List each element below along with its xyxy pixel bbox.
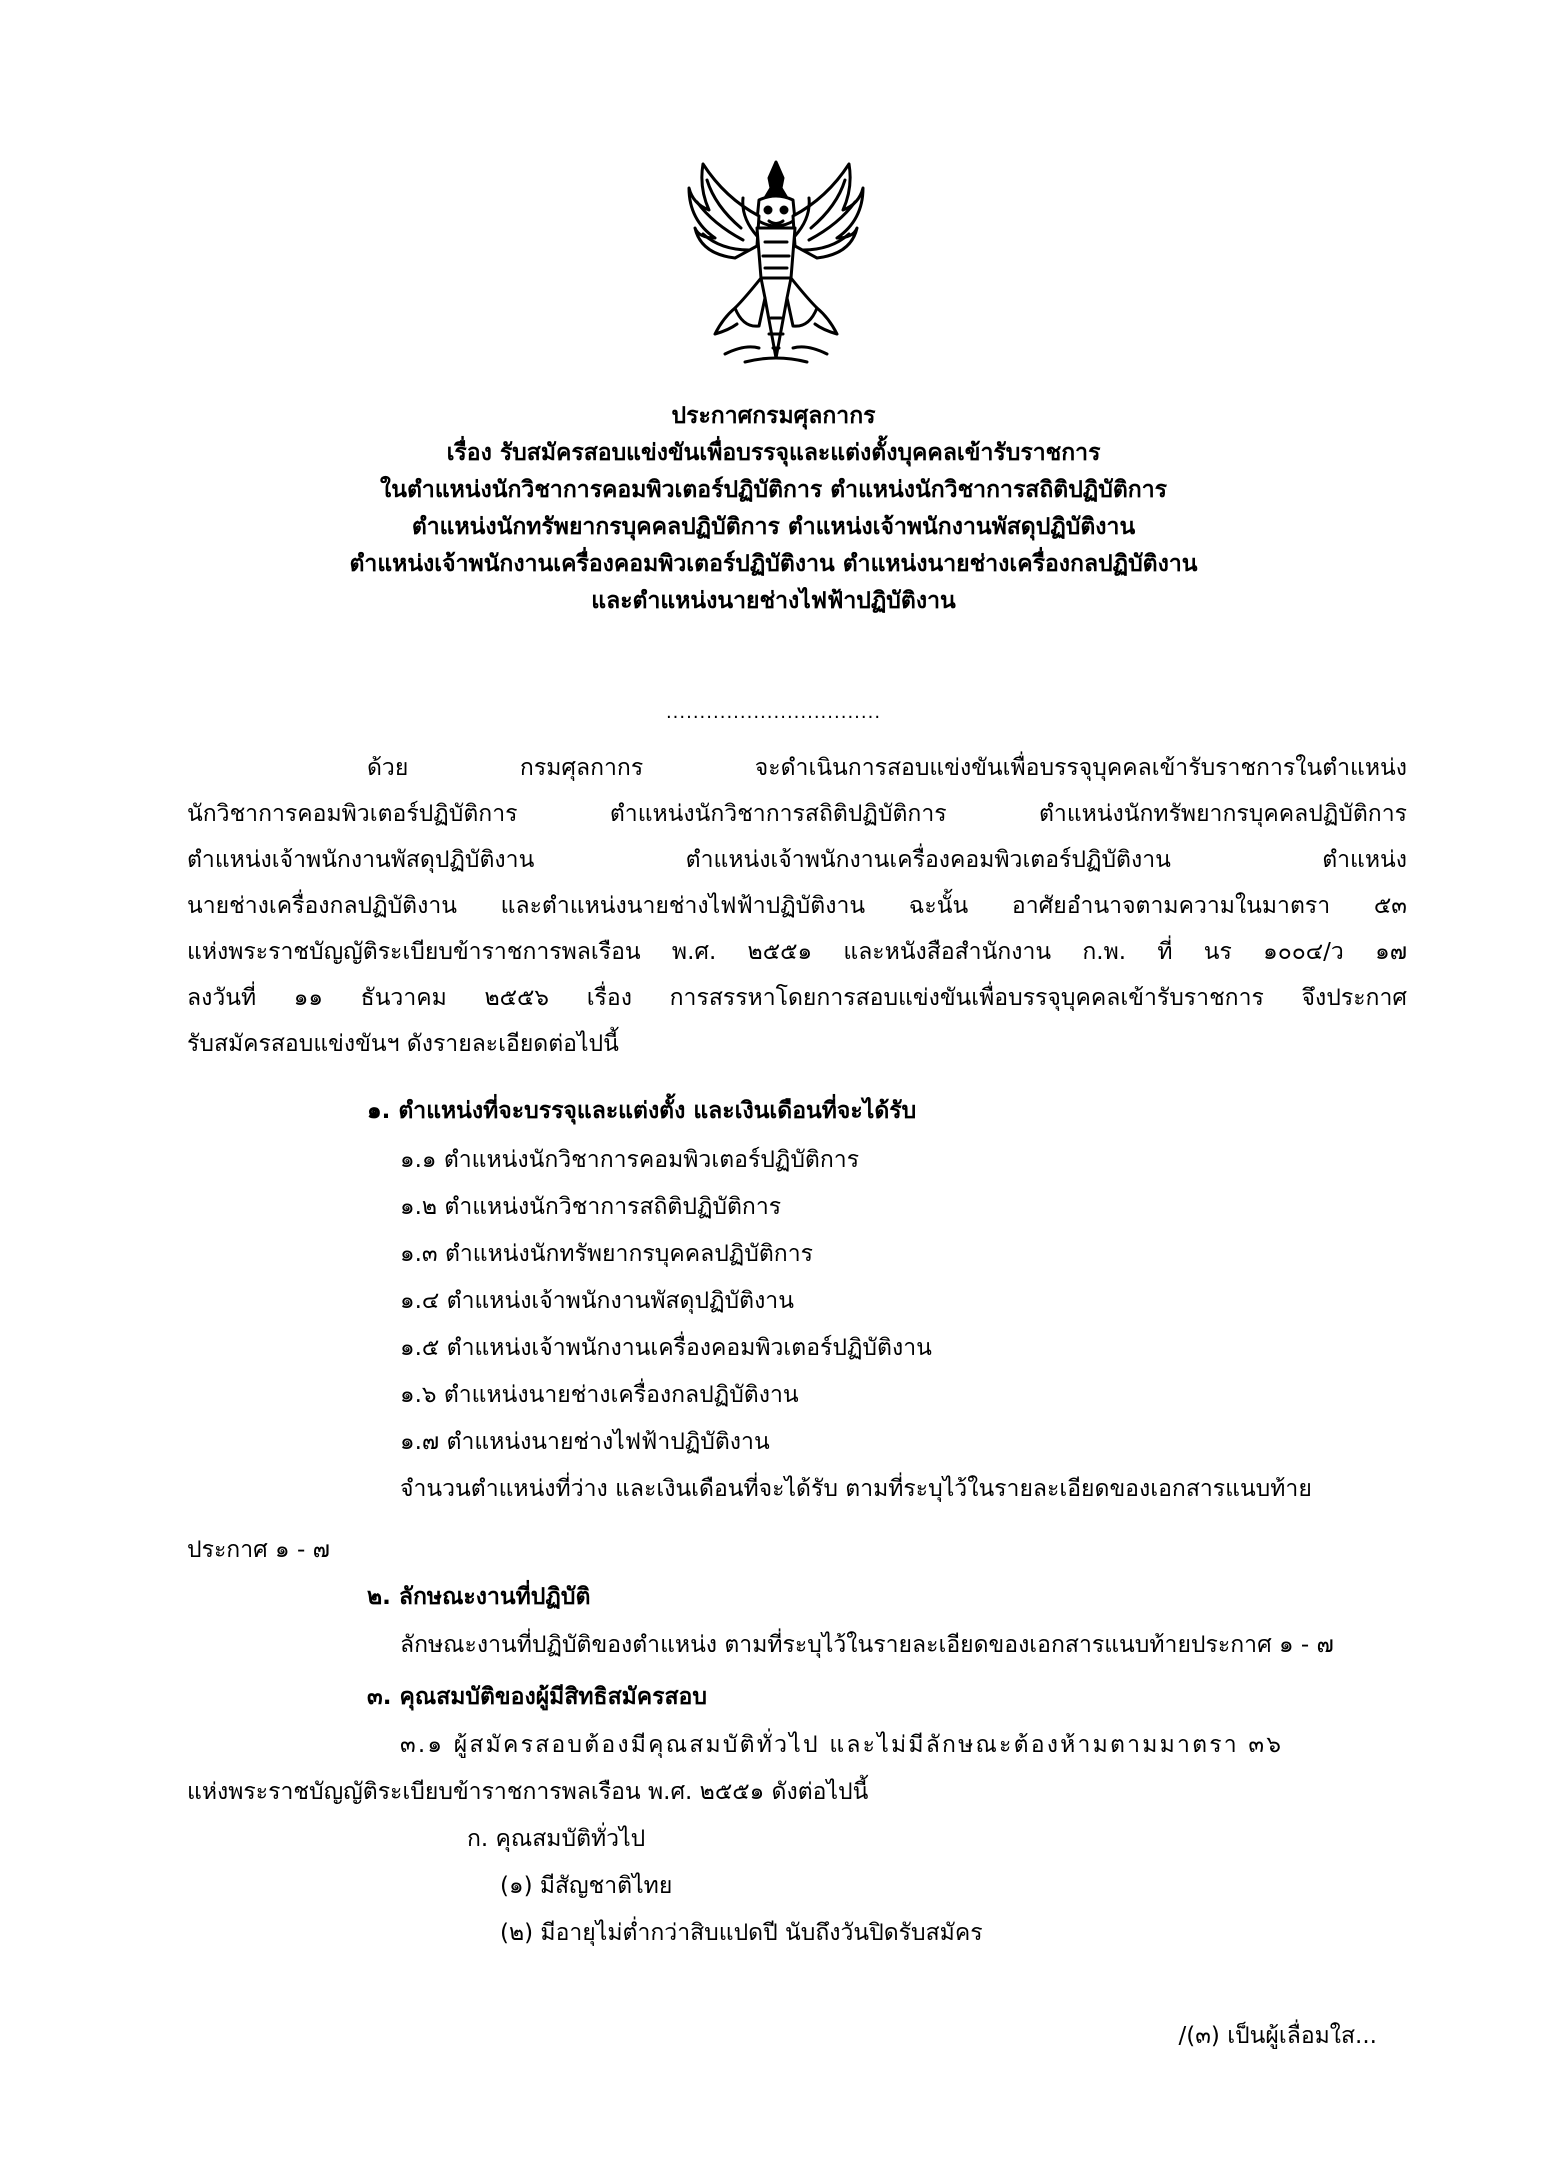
- title-separator: ................................: [665, 702, 882, 723]
- section-2-text: ลักษณะงานที่ปฏิบัติของตำแหน่ง ตามที่ระบุไว้ในรายละเอียดของเอกสารแนบท้ายประกาศ ๑ - ๗: [400, 1632, 1334, 1658]
- section-1-note: จำนวนตำแหน่งที่ว่าง และเงินเดือนที่จะได้รับ ตามที่ระบุไว้ในรายละเอียดของเอกสารแนบท้าย: [400, 1476, 1312, 1502]
- intro-line: ตำแหน่งเจ้าพนักงานพัสดุปฏิบัติงาน ตำแหน่งเจ้าพนักงานเครื่องคอมพิวเตอร์ปฏิบัติงาน ตำแหน่ง: [187, 847, 1407, 873]
- title-line: ในตำแหน่งนักวิชาการคอมพิวเตอร์ปฏิบัติการ ตำแหน่งนักวิชาการสถิติปฏิบัติการ: [380, 477, 1167, 503]
- title-line: ประกาศกรมศุลกากร: [671, 403, 876, 429]
- position-item: ๑.๑ ตำแหน่งนักวิชาการคอมพิวเตอร์ปฏิบัติการ: [400, 1147, 860, 1173]
- title-line: ตำแหน่งเจ้าพนักงานเครื่องคอมพิวเตอร์ปฏิบัติงาน ตำแหน่งนายช่างเครื่องกลปฏิบัติงาน: [349, 551, 1198, 577]
- position-item: ๑.๗ ตำแหน่งนายช่างไฟฟ้าปฏิบัติงาน: [400, 1429, 770, 1455]
- position-item: ๑.๔ ตำแหน่งเจ้าพนักงานพัสดุปฏิบัติงาน: [400, 1288, 794, 1314]
- general-qualifications-heading: ก. คุณสมบัติทั่วไป: [467, 1826, 646, 1852]
- intro-line: นักวิชาการคอมพิวเตอร์ปฏิบัติการ ตำแหน่งนักวิชาการสถิติปฏิบัติการ ตำแหน่งนักทรัพยากรบุคคลปฏิบัติการ: [187, 801, 1407, 827]
- intro-line: รับสมัครสอบแข่งขันฯ ดังรายละเอียดต่อไปนี้: [187, 1031, 619, 1057]
- title-line: และตำแหน่งนายช่างไฟฟ้าปฏิบัติงาน: [591, 588, 956, 614]
- section-1-note-cont: ประกาศ ๑ - ๗: [187, 1537, 330, 1563]
- qualification-item: (๑) มีสัญชาติไทย: [500, 1873, 673, 1899]
- intro-line: ลงวันที่ ๑๑ ธันวาคม ๒๕๕๖ เรื่อง การสรรหาโดยการสอบแข่งขันเพื่อบรรจุบุคคลเข้ารับราชการ จึงประกาศ: [187, 985, 1407, 1011]
- position-item: ๑.๒ ตำแหน่งนักวิชาการสถิติปฏิบัติการ: [400, 1194, 782, 1220]
- qualification-item: (๒) มีอายุไม่ต่ำกว่าสิบแปดปี นับถึงวันปิดรับสมัคร: [500, 1920, 983, 1946]
- intro-line: แห่งพระราชบัญญัติระเบียบข้าราชการพลเรือน พ.ศ. ๒๕๕๑ และหนังสือสำนักงาน ก.พ. ที่ นร ๑๐๐๔/ว ๑๗: [187, 939, 1407, 965]
- section-3-paragraph-cont: แห่งพระราชบัญญัติระเบียบข้าราชการพลเรือน พ.ศ. ๒๕๕๑ ดังต่อไปนี้: [187, 1779, 869, 1805]
- intro-line: นายช่างเครื่องกลปฏิบัติงาน และตำแหน่งนายช่างไฟฟ้าปฏิบัติงาน ฉะนั้น อาศัยอำนาจตามความในมาตรา ๕๓: [187, 893, 1407, 919]
- section-1-heading: ๑. ตำแหน่งที่จะบรรจุและแต่งตั้ง และเงินเดือนที่จะได้รับ: [367, 1098, 917, 1124]
- position-item: ๑.๕ ตำแหน่งเจ้าพนักงานเครื่องคอมพิวเตอร์ปฏิบัติงาน: [400, 1335, 932, 1361]
- title-line: ตำแหน่งนักทรัพยากรบุคคลปฏิบัติการ ตำแหน่งเจ้าพนักงานพัสดุปฏิบัติงาน: [411, 514, 1136, 540]
- garuda-emblem-icon: [685, 158, 867, 370]
- continuation-note: /(๓) เป็นผู้เลื่อมใส...: [1178, 2023, 1377, 2049]
- intro-paragraph: [187, 745, 1407, 1067]
- position-item: ๑.๖ ตำแหน่งนายช่างเครื่องกลปฏิบัติงาน: [400, 1382, 799, 1408]
- section-3-heading: ๓. คุณสมบัติของผู้มีสิทธิสมัครสอบ: [367, 1684, 707, 1710]
- section-3-paragraph: ๓.๑ ผู้สมัครสอบต้องมีคุณสมบัติทั่วไป และไม่มีลักษณะต้องห้ามตามมาตรา ๓๖: [400, 1732, 1284, 1758]
- announcement-title: [180, 398, 1367, 620]
- position-item: ๑.๓ ตำแหน่งนักทรัพยากรบุคคลปฏิบัติการ: [400, 1241, 813, 1267]
- intro-line: ด้วย กรมศุลกากร จะดำเนินการสอบแข่งขันเพื่อบรรจุบุคคลเข้ารับราชการในตำแหน่ง: [367, 755, 1407, 781]
- title-line: เรื่อง รับสมัครสอบแข่งขันเพื่อบรรจุและแต่งตั้งบุคคลเข้ารับราชการ: [446, 440, 1101, 466]
- section-2-heading: ๒. ลักษณะงานที่ปฏิบัติ: [367, 1584, 591, 1610]
